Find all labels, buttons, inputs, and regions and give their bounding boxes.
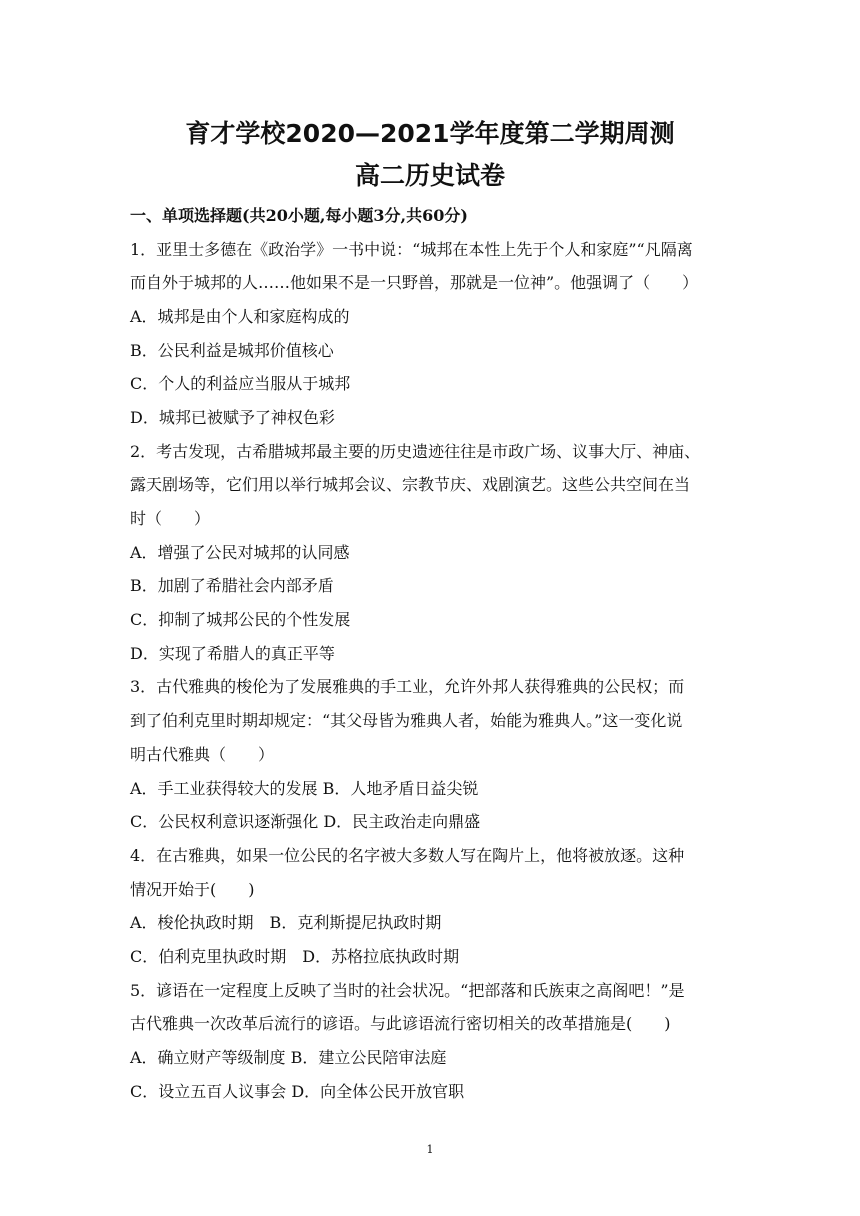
question-1-option-c: C．个人的利益应当服从于城邦 bbox=[130, 374, 351, 393]
question-2-stem-line-1: 2．考古发现，古希腊城邦最主要的历史遗迹往往是市政广场、议事大厅、神庙、 bbox=[130, 442, 701, 461]
question-1-option-b: B．公民利益是城邦价值核心 bbox=[130, 341, 334, 360]
page-number: 1 bbox=[426, 1143, 434, 1156]
question-3-stem-line-1: 3．古代雅典的梭伦为了发展雅典的手工业，允许外邦人获得雅典的公民权；而 bbox=[130, 677, 685, 696]
section-heading: 一、单项选择题(共20小题,每小题3分,共60分) bbox=[130, 206, 468, 225]
question-2-option-d: D．实现了希腊人的真正平等 bbox=[130, 644, 335, 663]
exam-title: 育才学校2020—2021学年度第二学期周测 bbox=[185, 119, 675, 148]
question-3-options-row-1: A．手工业获得较大的发展 B．人地矛盾日益尖锐 bbox=[130, 779, 479, 798]
exam-subtitle: 高二历史试卷 bbox=[354, 161, 505, 190]
question-1-option-a: A．城邦是由个人和家庭构成的 bbox=[130, 307, 350, 326]
question-4-stem-line-2: 情况开始于( ) bbox=[130, 880, 255, 899]
question-2-option-b: B．加剧了希腊社会内部矛盾 bbox=[130, 576, 334, 595]
question-1-stem-line-1: 1．亚里士多德在《政治学》一书中说：“城邦在本性上先于个人和家庭”“凡隔离 bbox=[130, 240, 693, 259]
question-2-option-c: C．抑制了城邦公民的个性发展 bbox=[130, 610, 351, 629]
question-1-option-d: D．城邦已被赋予了神权色彩 bbox=[130, 408, 335, 427]
question-2-option-a: A．增强了公民对城邦的认同感 bbox=[130, 543, 350, 562]
question-4-options-row-2: C．伯利克里执政时期 D．苏格拉底执政时期 bbox=[130, 947, 460, 966]
question-2-stem-line-2: 露天剧场等，它们用以举行城邦会议、宗教节庆、戏剧演艺。这些公共空间在当 bbox=[130, 475, 691, 494]
question-5-stem-line-2: 古代雅典一次改革后流行的谚语。与此谚语流行密切相关的改革措施是( ) bbox=[130, 1014, 671, 1033]
question-4-options-row-1: A．梭伦执政时期 B．克利斯提尼执政时期 bbox=[130, 913, 442, 932]
question-3-stem-line-2: 到了伯利克里时期却规定：“其父母皆为雅典人者，始能为雅典人。”这一变化说 bbox=[130, 711, 683, 730]
question-5-options-row-1: A．确立财产等级制度 B．建立公民陪审法庭 bbox=[130, 1048, 447, 1067]
question-4-stem-line-1: 4．在古雅典，如果一位公民的名字被大多数人写在陶片上，他将被放逐。这种 bbox=[130, 846, 685, 865]
question-2-stem-line-3: 时（ ） bbox=[130, 509, 211, 528]
question-5-stem-line-1: 5．谚语在一定程度上反映了当时的社会状况。“把部落和氏族束之高阁吧！”是 bbox=[130, 981, 685, 1000]
question-5-options-row-2: C．设立五百人议事会 D．向全体公民开放官职 bbox=[130, 1082, 465, 1101]
question-3-options-row-2: C．公民权利意识逐渐强化 D．民主政治走向鼎盛 bbox=[130, 812, 481, 831]
question-3-stem-line-3: 明古代雅典（ ） bbox=[130, 745, 275, 764]
question-1-stem-line-2: 而自外于城邦的人……他如果不是一只野兽，那就是一位神”。他强调了（ ） bbox=[130, 273, 699, 292]
